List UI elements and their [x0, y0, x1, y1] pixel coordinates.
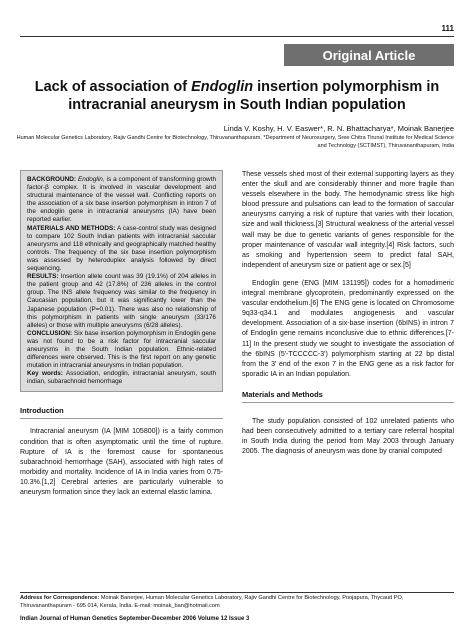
article-type-banner: Original Article — [284, 44, 454, 66]
abstract-results — [27, 273, 216, 330]
methods-label: MATERIALS AND METHODS: — [27, 224, 116, 232]
methods-text: A case-control study was designed to compare 102 South Indian patients with intracranial saccular aneurysms and 118 ethnically and geographically matched healthy controls. The frequency of the six base insertion polymorphism was assessed by heteroduplex analysis followed by direct sequencing. — [27, 224, 217, 273]
title-gene: Endoglin — [191, 79, 254, 95]
header-divider — [20, 36, 454, 37]
results-label: RESULTS: — [27, 273, 59, 281]
title-part1: Lack of association of — [34, 79, 192, 95]
introduction-heading: Introduction — [20, 406, 64, 416]
abstract-conclusion — [27, 330, 216, 370]
body-paragraph-1: These vessels shed most of their external supporting layers as they enter the skull and are considerably thinner and more fragile than vessels elsewhere in the body. The hemodynamic stress like high blood pressure and pulsations can lead to the formation of saccular aneurysms carrying a risk of rupture that varies with their location, size and wall thickness.[3] Structural weakness of the arterial vessel wall may be due to genetic variants of genes responsible for the proper maintenance of vascular wall integrity.[4] Risk factors, such as smoking and hypertension seem to predict fatal SAH, independent of aneurysm size or patient age or sex.[5] — [242, 171, 454, 269]
correspondence-label: Address for Correspondence: — [20, 595, 100, 601]
abstract-box — [20, 170, 223, 392]
abstract-methods — [27, 225, 216, 274]
methods-heading: Materials and Methods — [242, 389, 323, 399]
background-text: , is a component of transforming growth factor-β complex. It is involved in vascular development and structural maintenance of the vessel wall. Conflicting reports on the association of a six base insertion polymorphism in intron 7 of the endoglin gene in intracranial aneurysms (IA) have been reported earlier. — [27, 176, 216, 224]
background-gene: Endoglin — [77, 176, 103, 183]
results-text: Insertion allele count was 39 (19.1%) of 204 alleles in the patient group and 42 (17.8%) of 236 alleles in the control group. The INS allele frequency was similar to the frequency in Caucasian population, but it was significantly lower than the Japanese population (P=0.01). There was also no relationship of this polymorphism in patients with single aneurysm (33/176 alleles) or those with multiple aneurysms (6/28 alleles). — [27, 273, 216, 329]
right-column — [242, 170, 454, 457]
introduction-divider — [20, 418, 223, 419]
footer-divider — [20, 592, 454, 593]
background-label: BACKGROUND: — [27, 176, 76, 183]
page-number: 111 — [441, 24, 454, 33]
title-part2: insertion polymorphism in intracranial aneurysm in South Indian population — [68, 79, 440, 113]
keywords-label: Key words: — [27, 370, 63, 378]
introduction-paragraph: Intracranial aneurysm (IA [MIM 105800]) is a fairly common condition that is often asymptomatic until the time of rupture. Rupture of IA is the foremost cause for spontaneous subarachnoid hemorrhage (SAH), associated with high rates of morbidity and mortality. Incidence of IA in India varies from 0.75-10.3%.[1,2] Cerebral arteries are particularly vulnerable to aneurysm formation since they lack an external elastic lamina. — [20, 428, 223, 496]
body-paragraph-2: Endoglin gene (ENG [MIM 131195]) codes for a homodimeric integral membrane glycoprotein, predominantly expressed on the vascular endothelium.[6] The ENG gene is located on Chromosome 9q33-q34.1 and modulates angiogenesis and vascular development. Association of a six-base insertion (6bINS) in intron 7 of Endoglin gene remains inconclusive due to ethnic differences.[7-11] In the present study we sought to investigate the association of the 6bINS (5'-TCCCCC-3') polymorphism starting at 22 bp distal from the 3' end of the exon 7 in the ENG gene as a risk factor for sporadic IA in an Indian population. — [242, 279, 454, 378]
author-list: Linda V. Koshy, H. V. Easwer*, R. N. Bhattacharya*, Moinak Banerjee — [223, 124, 454, 133]
conclusion-text: Six base insertion polymorphism in Endoglin gene was not found to be a risk factor for intracranial saccular aneurysms in the South Indian population. Ethnic-related differences were observed. This is the first report on any genetic mutation in intracranial aneurysms in Indian population. — [27, 329, 216, 370]
article-title — [20, 78, 454, 114]
journal-footer: Indian Journal of Human Genetics September-December 2006 Volume 12 Issue 3 — [20, 616, 250, 622]
keywords-text: Association, endoglin, intracranial aneurysm, south indian, subarachnoid hemorrhage — [27, 370, 216, 386]
methods-divider — [242, 402, 454, 403]
abstract-background — [27, 176, 216, 225]
body-paragraph-3: The study population consisted of 102 unrelated patients who had been consecutively admitted to a tertiary care referral hospital in South India during the period from May 2003 through January 2005. The diagnosis of aneurysm was done by cranial computed — [242, 417, 454, 456]
affiliation: Human Molecular Genetics Laboratory, Rajiv Gandhi Centre for Biotechnology, Thiruvananthapuram, *Department of Neurosurgery, Sree Chitra Tirunal Institute for Medical Science and Technology (SCTIMST), Thiruvananthapuram, India — [16, 135, 454, 149]
abstract-keywords — [27, 370, 216, 386]
left-column — [20, 170, 223, 498]
correspondence-address — [20, 595, 454, 610]
conclusion-label: CONCLUSION: — [27, 329, 73, 337]
correspondence-text: Moinak Banerjee, Human Molecular Genetics Laboratory, Rajiv Gandhi Centre for Biotechnology, Poojapura, Thycaud PO, Thiruvananthapuram - 695 014, Kerala, India. E-mail: moinak_ban@hotmail.com — [20, 595, 404, 609]
